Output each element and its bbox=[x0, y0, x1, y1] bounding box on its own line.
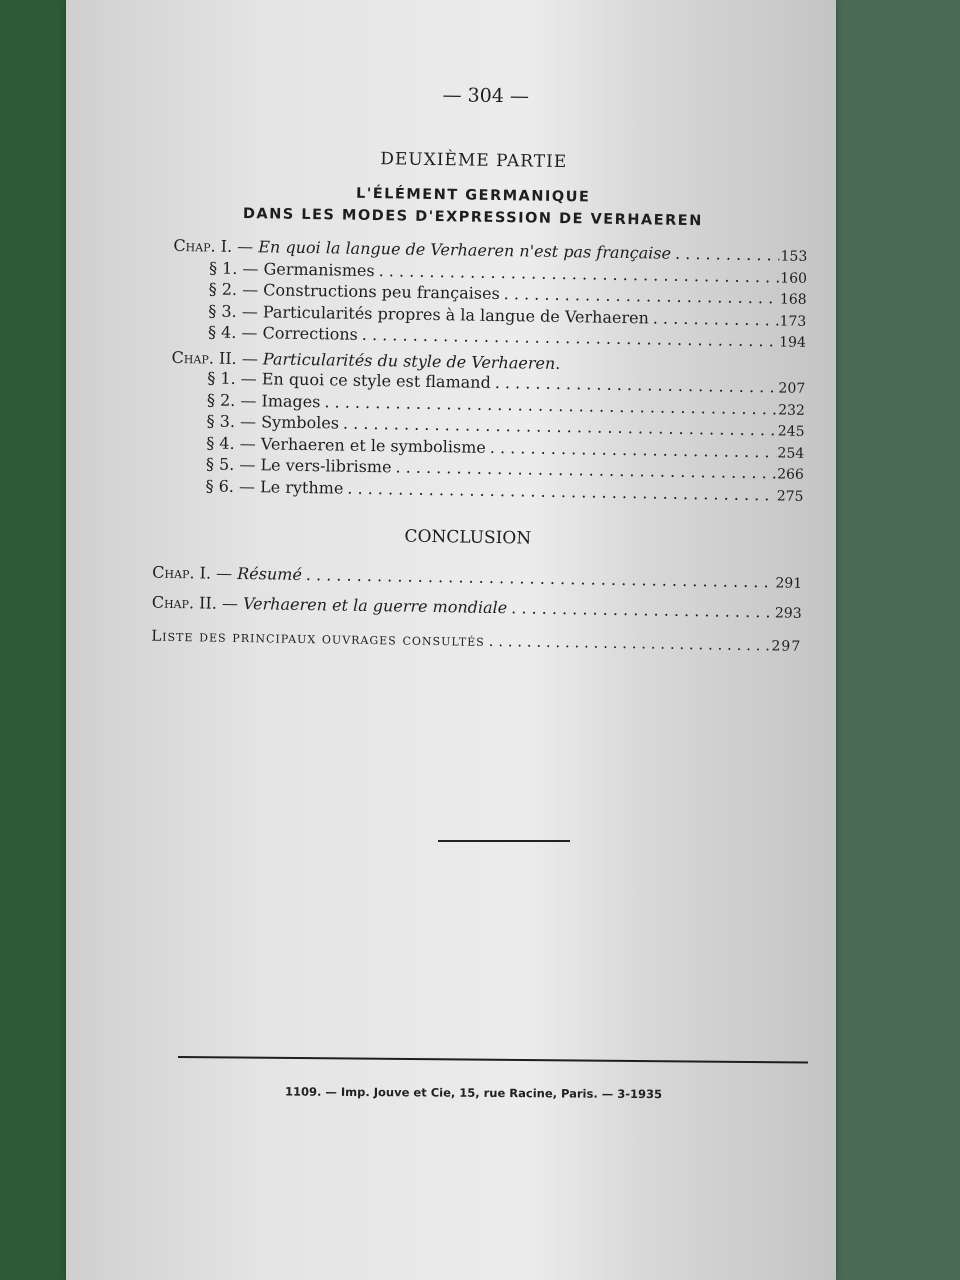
toc-page-number: 194 bbox=[779, 334, 807, 351]
leader-dots bbox=[485, 631, 772, 656]
conclusion-title: CONCLUSION bbox=[404, 526, 532, 549]
leader-dots bbox=[507, 598, 774, 623]
toc-page-number: 232 bbox=[778, 401, 806, 419]
end-rule bbox=[438, 840, 570, 842]
toc-section-label: § 5. — Le vers-librisme bbox=[205, 454, 392, 477]
toc-chapter-label: Chap. I. — En quoi la langue de Verhaeren n'est pas française bbox=[173, 235, 672, 263]
printer-imprint: 1109. — Imp. Jouve et Cie, 15, rue Racine, Paris. — 3-1935 bbox=[284, 1084, 663, 1102]
toc-section-label: § 1. — Germanismes bbox=[208, 257, 375, 280]
toc-chapter-row bbox=[152, 563, 802, 595]
toc-page-number: 254 bbox=[777, 444, 805, 462]
toc-section-label: § 1. — En quoi ce style est flamand bbox=[207, 368, 491, 392]
toc-chapter-label: Chap. II. — Verhaeren et la guerre mondiale bbox=[151, 592, 508, 617]
toc-section-label: § 2. — Images bbox=[206, 389, 321, 411]
toc-chapter-label: Chap. II. — Particularités du style de Verhaeren. bbox=[171, 347, 561, 373]
chapters-list bbox=[169, 236, 807, 507]
toc-page-number: 245 bbox=[777, 423, 805, 440]
toc-page-number: 293 bbox=[774, 604, 802, 622]
toc-page-number: 168 bbox=[779, 291, 807, 308]
background-right bbox=[820, 0, 960, 1280]
leader-dots bbox=[500, 284, 779, 309]
toc-page-number: 160 bbox=[780, 269, 808, 287]
toc-page-number: 297 bbox=[771, 638, 802, 655]
page-number: — 304 — bbox=[442, 84, 530, 108]
leader-dots bbox=[649, 308, 779, 331]
toc-bibliography-label: Liste des principaux ouvrages consultés bbox=[151, 626, 485, 650]
part-title: DEUXIÈME PARTIE bbox=[380, 149, 568, 173]
toc-section-label: § 4. — Corrections bbox=[207, 322, 359, 344]
leader-dots bbox=[671, 244, 780, 266]
section-title-line-1: L'ÉLÉMENT GERMANIQUE bbox=[355, 185, 591, 206]
toc-section-label: § 3. — Symboles bbox=[206, 411, 340, 433]
toc-page-number: 275 bbox=[776, 487, 804, 505]
toc-page-number: 266 bbox=[777, 466, 805, 483]
toc-section-label: § 2. — Constructions peu françaises bbox=[208, 279, 500, 304]
toc-page-number: 291 bbox=[775, 575, 803, 592]
toc-page-number: 207 bbox=[778, 380, 806, 397]
conclusion-list bbox=[151, 563, 802, 658]
toc-section-label: § 4. — Verhaeren et le symbolisme bbox=[206, 432, 487, 457]
section-title-line-2: DANS LES MODES D'EXPRESSION DE VERHAEREN bbox=[242, 206, 703, 230]
toc-section-label: § 6. — Le rythme bbox=[205, 475, 344, 498]
toc-chapter-label: Chap. I. — Résumé bbox=[152, 562, 303, 584]
toc-chapter-row bbox=[152, 592, 802, 624]
leader-dots bbox=[302, 565, 775, 593]
toc-section-label: § 3. — Particularités propres à la langue de Verhaeren bbox=[208, 300, 650, 327]
background-left bbox=[0, 0, 70, 1280]
table-of-contents bbox=[151, 80, 810, 657]
toc-page-number: 153 bbox=[780, 248, 808, 265]
toc-page-number: 173 bbox=[779, 312, 807, 330]
section-title bbox=[138, 179, 809, 234]
